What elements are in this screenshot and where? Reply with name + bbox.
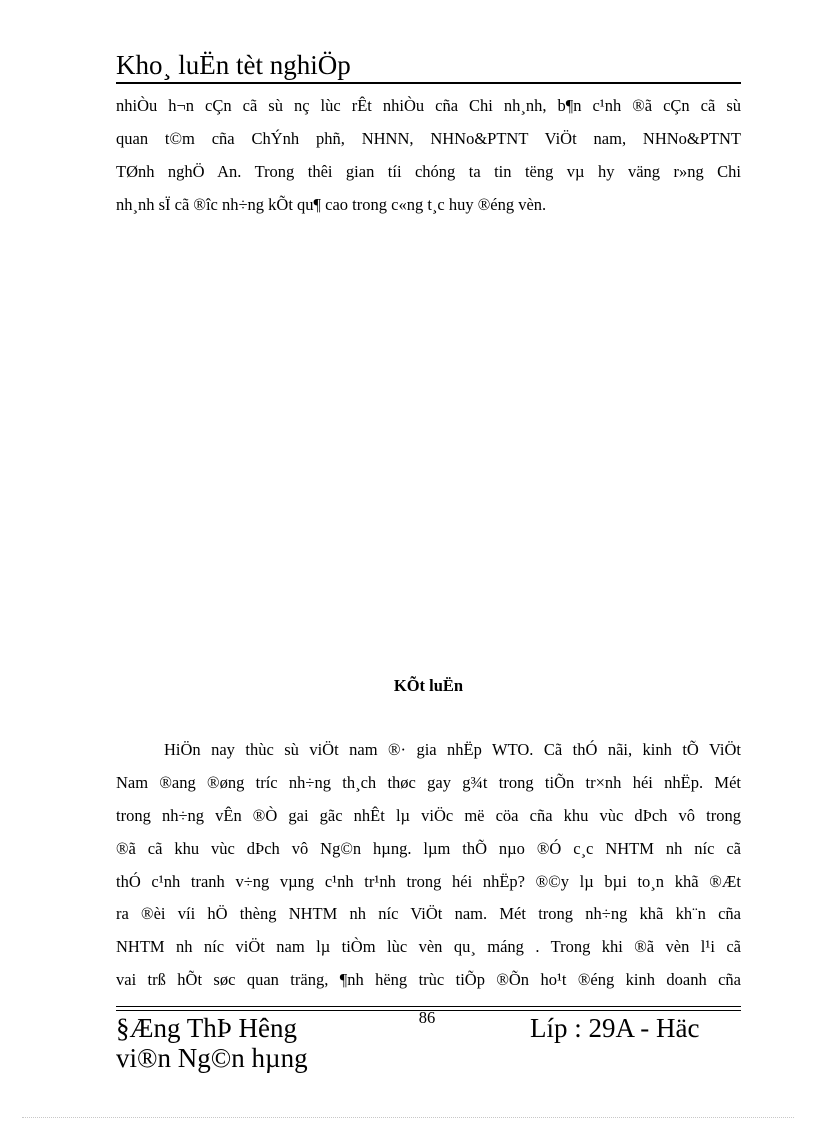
- header-rule: [116, 82, 741, 84]
- text-line: NHTM nh níc viÖt nam lµ tiÒm lùc vèn qu¸ máng . Trong khi ®ã vèn l¹i cã: [116, 937, 741, 957]
- footer-author-line: vi®n Ng©n hµng: [116, 1043, 308, 1073]
- paragraph-continued: [116, 90, 741, 222]
- footer-rule-top: [116, 1006, 741, 1007]
- conclusion-paragraph: [116, 734, 741, 997]
- text-line: nhiÒu h¬n cÇn cã sù nç lùc rÊt nhiÒu cña Chi nh¸nh, b¶n c¹nh ®ã cÇn cã sù: [116, 96, 741, 115]
- text-line: ra ®èi víi hÖ thèng NHTM nh níc ViÖt nam. Mét trong nh÷ng khã kh¨n cña: [116, 904, 741, 924]
- text-line: nh¸nh sÏ cã ®îc nh÷ng kÕt qu¶ cao trong c«ng t¸c huy ®éng vèn.: [116, 194, 547, 214]
- footer-class-label: Líp : 29A - Häc: [530, 1013, 700, 1043]
- text-line: trong nh÷ng vÊn ®Ò gai gãc nhÊt lµ viÖc më cöa cña khu vùc dÞch vô trong: [116, 805, 741, 825]
- text-line: HiÖn nay thùc sù viÖt nam ®· gia nhËp WTO. Cã thÓ nãi, kinh tÕ ViÖt: [164, 740, 741, 759]
- text-line: Nam ®ang ®øng tríc nh÷ng th¸ch thøc gay g¾t trong tiÕn tr×nh héi nhËp. Mét: [116, 772, 741, 792]
- text-line: ®ã cã khu vùc dÞch vô Ng©n hµng. lµm thÕ nµo ®Ó c¸c NHTM nh níc cã: [116, 838, 741, 858]
- document-header-title: Kho¸ luËn tèt nghiÖp: [116, 50, 351, 80]
- footer-author: [116, 1013, 308, 1073]
- conclusion-heading: KÕt luËn: [393, 676, 464, 695]
- page-number: 86: [418, 1008, 436, 1027]
- text-line: vai trß hÕt søc quan träng, ¶nh hëng trùc tiÕp ®Õn ho¹t ®éng kinh doanh cña: [116, 970, 741, 990]
- text-line: quan t©m cña ChÝnh phñ, NHNN, NHNo&PTNT ViÖt nam, NHNo&PTNT: [116, 128, 741, 148]
- page-edge-divider: [22, 1117, 794, 1118]
- text-line: thÓ c¹nh tranh v÷ng vµng c¹nh tr¹nh trong héi nhËp? ®©y lµ bµi to¸n khã ®Æt: [116, 871, 741, 891]
- text-line: TØnh nghÖ An. Trong thêi gian tíi chóng ta tin tëng vµ hy väng r»ng Chi: [116, 161, 741, 181]
- footer-author-line: §Æng ThÞ Hêng: [116, 1013, 298, 1043]
